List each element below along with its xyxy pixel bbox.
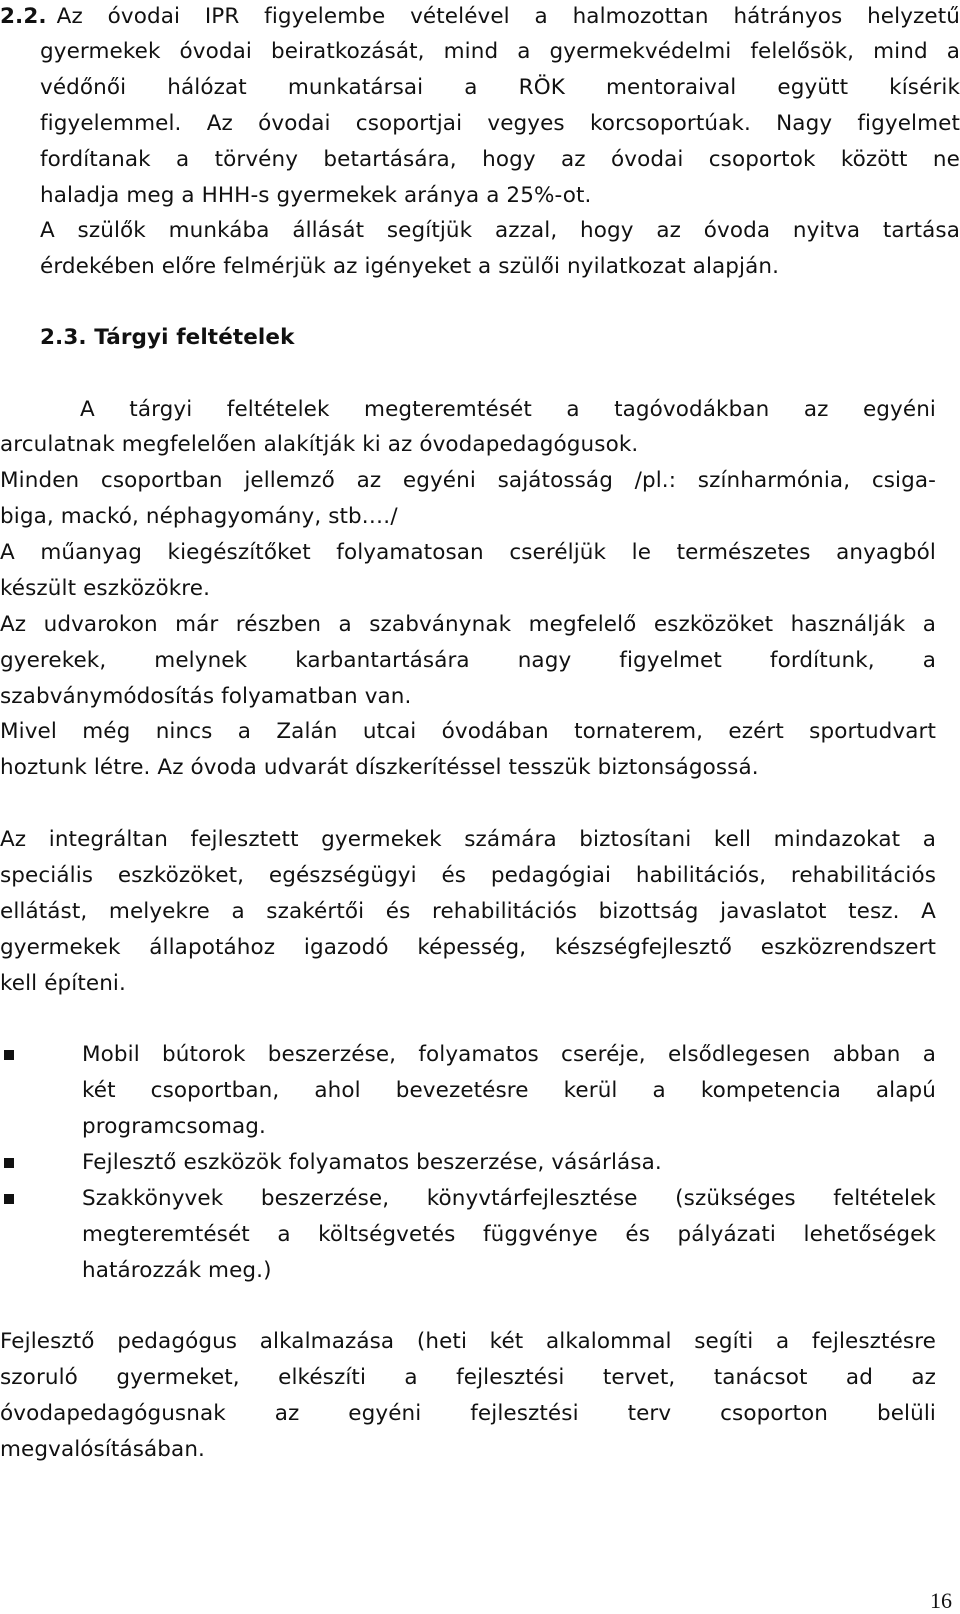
- section-23-line-6: készült eszközökre.: [0, 576, 211, 601]
- section-23-line-5: A műanyag kiegészítőket folyamatosan cseréljük le természetes anyagból: [0, 540, 936, 565]
- section-23-line-9: szabványmódosítás folyamatban van.: [0, 684, 412, 709]
- section-22-line-4: figyelemmel. Az óvodai csoportjai vegyes korcsoportúak. Nagy figyelmet: [40, 111, 960, 136]
- section-23-line-10: Mivel még nincs a Zalán utcai óvodában tornaterem, ezért sportudvart: [0, 719, 936, 744]
- section-23-heading: 2.3. Tárgyi feltételek: [40, 325, 295, 350]
- developer-line-2: szoruló gyermeket, elkészíti a fejlesztési tervet, tanácsot ad az: [0, 1365, 936, 1390]
- page-number: 16: [930, 1588, 952, 1613]
- developer-line-3: óvodapedagógusnak az egyéni fejlesztési terv csoporton belüli: [0, 1401, 936, 1426]
- section-23-line-2: arculatnak megfelelően alakítják ki az óvodapedagógusok.: [0, 432, 639, 457]
- integrated-line-5: kell építeni.: [0, 971, 126, 996]
- bullet-square-icon: [4, 1050, 14, 1060]
- bullet-3-line-2: megteremtését a költségvetés függvénye és pályázati lehetőségek: [82, 1222, 936, 1247]
- integrated-line-4: gyermekek állapotához igazodó képesség, készségfejlesztő eszközrendszert: [0, 935, 936, 960]
- section-23-line-3: Minden csoportban jellemző az egyéni sajátosság /pl.: színharmónia, csiga-: [0, 468, 936, 493]
- bullet-square-icon: [4, 1158, 14, 1168]
- bullet-2-line-1: Fejlesztő eszközök folyamatos beszerzése, vásárlása.: [82, 1150, 662, 1175]
- section-22-line-8: érdekében előre felmérjük az igényeket a szülői nyilatkozat alapján.: [40, 254, 780, 279]
- section-22-line-7: A szülők munkába állását segítjük azzal, hogy az óvoda nyitva tartása: [40, 218, 960, 243]
- developer-line-4: megvalósításában.: [0, 1437, 205, 1462]
- section-22-line-6: haladja meg a HHH-s gyermekek aránya a 25%-ot.: [40, 183, 592, 208]
- section-22-line-3: védőnői hálózat munkatársai a RÖK mentoraival együtt kísérik: [40, 75, 960, 100]
- section-23-line-7: Az udvarokon már részben a szabványnak megfelelő eszközöket használják a: [0, 612, 936, 637]
- bullet-1-line-1: Mobil bútorok beszerzése, folyamatos cseréje, elsődlegesen abban a: [82, 1042, 936, 1067]
- integrated-line-1: Az integráltan fejlesztett gyermekek számára biztosítani kell mindazokat a: [0, 827, 936, 852]
- section-22-number: 2.2.: [0, 4, 47, 29]
- bullet-3-line-3: határozzák meg.): [82, 1258, 272, 1283]
- bullet-1-line-2: két csoportban, ahol bevezetésre kerül a kompetencia alapú: [82, 1078, 936, 1103]
- integrated-line-2: speciális eszközöket, egészségügyi és pedagógiai habilitációs, rehabilitációs: [0, 863, 936, 888]
- section-23-line-1: A tárgyi feltételek megteremtését a tagóvodákban az egyéni: [80, 397, 936, 422]
- section-22-line-2: gyermekek óvodai beiratkozását, mind a gyermekvédelmi felelősök, mind a: [40, 39, 960, 64]
- section-22-line-1: [0, 0, 960, 35]
- developer-line-1: Fejlesztő pedagógus alkalmazása (heti két alkalommal segíti a fejlesztésre: [0, 1329, 936, 1354]
- integrated-line-3: ellátást, melyekre a szakértői és rehabilitációs bizottság javaslatot tesz. A: [0, 899, 936, 924]
- bullet-3-line-1: Szakkönyvek beszerzése, könyvtárfejlesztése (szükséges feltételek: [82, 1186, 936, 1211]
- bullet-1-line-3: programcsomag.: [82, 1114, 266, 1139]
- bullet-square-icon: [4, 1194, 14, 1204]
- section-23-line-11: hoztunk létre. Az óvoda udvarát díszkerítéssel tesszük biztonságossá.: [0, 755, 759, 780]
- section-22-text-1: Az óvodai IPR figyelembe vételével a halmozottan hátrányos helyzetű: [56, 4, 960, 29]
- section-23-line-8: gyerekek, melynek karbantartására nagy figyelmet fordítunk, a: [0, 648, 936, 673]
- section-23-line-4: biga, mackó, néphagyomány, stb.…/: [0, 504, 398, 529]
- section-22-line-5: fordítanak a törvény betartására, hogy az óvodai csoportok között ne: [40, 147, 960, 172]
